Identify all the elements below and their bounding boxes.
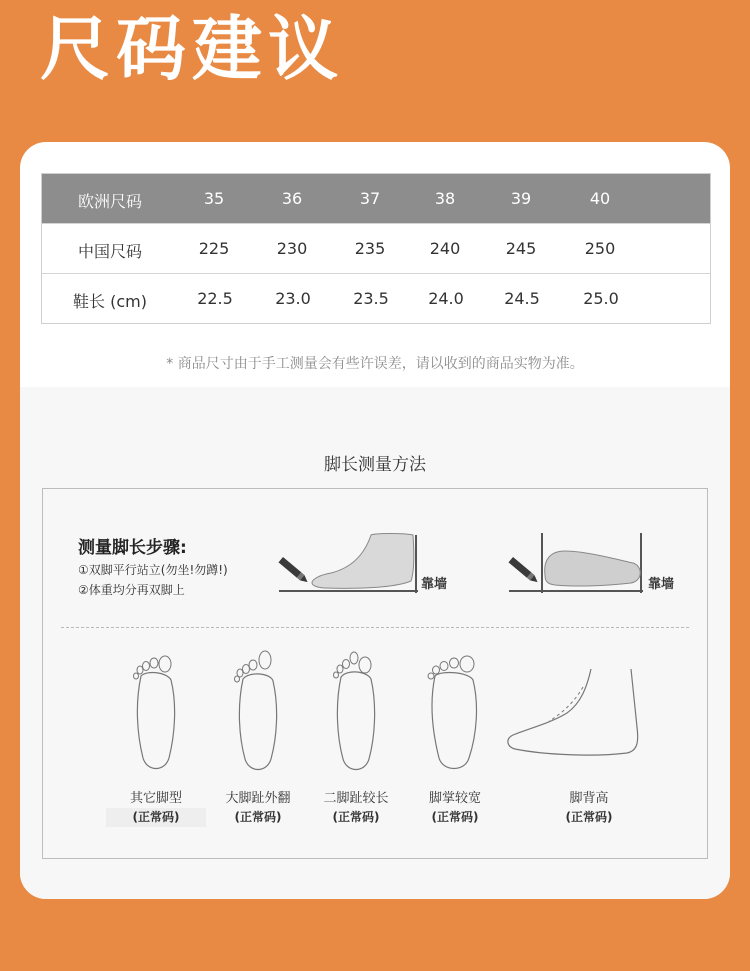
wide-foot-icon bbox=[427, 654, 483, 774]
table-cell: 35 bbox=[203, 189, 225, 208]
foot-type-caption bbox=[306, 789, 406, 827]
row-label: 中国尺码 bbox=[77, 242, 142, 261]
table-cell: 245 bbox=[505, 239, 537, 258]
foot-type-size: (正常码) bbox=[431, 810, 479, 824]
page-title: 尺码建议 bbox=[40, 8, 344, 90]
foot-type-caption bbox=[539, 789, 639, 827]
table-cell: 235 bbox=[354, 239, 386, 258]
insole-against-wall-illustration bbox=[505, 529, 655, 599]
table-cell: 39 bbox=[510, 189, 532, 208]
foot-type-name: 脚掌较宽 bbox=[428, 791, 481, 806]
bunion-foot-icon bbox=[233, 651, 283, 775]
table-cell: 37 bbox=[359, 189, 381, 208]
foot-type-name: 大脚趾外翻 bbox=[225, 791, 291, 806]
foot-type-caption bbox=[405, 789, 505, 827]
table-row-eu-size bbox=[42, 174, 710, 224]
row-label: 欧洲尺码 bbox=[77, 192, 142, 211]
table-cell: 22.5 bbox=[197, 289, 233, 308]
row-label: 鞋长 (cm) bbox=[73, 292, 147, 311]
steps-title: 测量脚长步骤: bbox=[78, 538, 187, 558]
table-cell: 25.0 bbox=[583, 289, 619, 308]
long-second-toe-foot-icon bbox=[331, 651, 381, 775]
size-guide-card bbox=[20, 142, 730, 899]
table-cell: 225 bbox=[198, 239, 230, 258]
table-cell: 36 bbox=[281, 189, 303, 208]
measurement-note: * 商品尺寸由于手工测量会有些许误差，请以收到的商品实物为准。 bbox=[166, 356, 584, 372]
table-cell: 24.5 bbox=[504, 289, 540, 308]
foot-type-caption bbox=[106, 789, 206, 827]
step-1: ①双脚平行站立(勿坐!勿蹲!) bbox=[78, 563, 228, 577]
table-cell: 230 bbox=[276, 239, 308, 258]
foot-type-name: 其它脚型 bbox=[129, 791, 182, 806]
foot-type-name: 二脚趾较长 bbox=[323, 791, 389, 806]
table-cell: 38 bbox=[434, 189, 456, 208]
table-row-cn-size bbox=[42, 224, 710, 274]
wall-label: 靠墙 bbox=[648, 577, 675, 592]
size-table bbox=[41, 173, 711, 324]
table-row-shoe-length bbox=[42, 274, 710, 323]
foot-type-size: (正常码) bbox=[565, 810, 613, 824]
table-cell: 240 bbox=[429, 239, 461, 258]
method-title: 脚长测量方法 bbox=[324, 455, 426, 475]
table-cell: 40 bbox=[589, 189, 611, 208]
wall-label: 靠墙 bbox=[421, 577, 448, 592]
table-cell: 24.0 bbox=[428, 289, 464, 308]
step-2: ②体重均分再双脚上 bbox=[78, 583, 185, 597]
foot-against-wall-illustration bbox=[275, 529, 425, 599]
measurement-method-box bbox=[42, 488, 708, 859]
table-cell: 250 bbox=[584, 239, 616, 258]
divider bbox=[61, 627, 689, 628]
foot-type-size: (正常码) bbox=[234, 810, 282, 824]
table-cell: 23.5 bbox=[353, 289, 389, 308]
table-cell: 23.0 bbox=[275, 289, 311, 308]
foot-type-caption bbox=[208, 789, 308, 827]
foot-outline-icon bbox=[131, 654, 181, 774]
high-instep-foot-icon bbox=[505, 667, 645, 767]
foot-type-size: (正常码) bbox=[106, 808, 206, 827]
foot-type-name: 脚背高 bbox=[569, 791, 609, 806]
foot-type-size: (正常码) bbox=[332, 810, 380, 824]
